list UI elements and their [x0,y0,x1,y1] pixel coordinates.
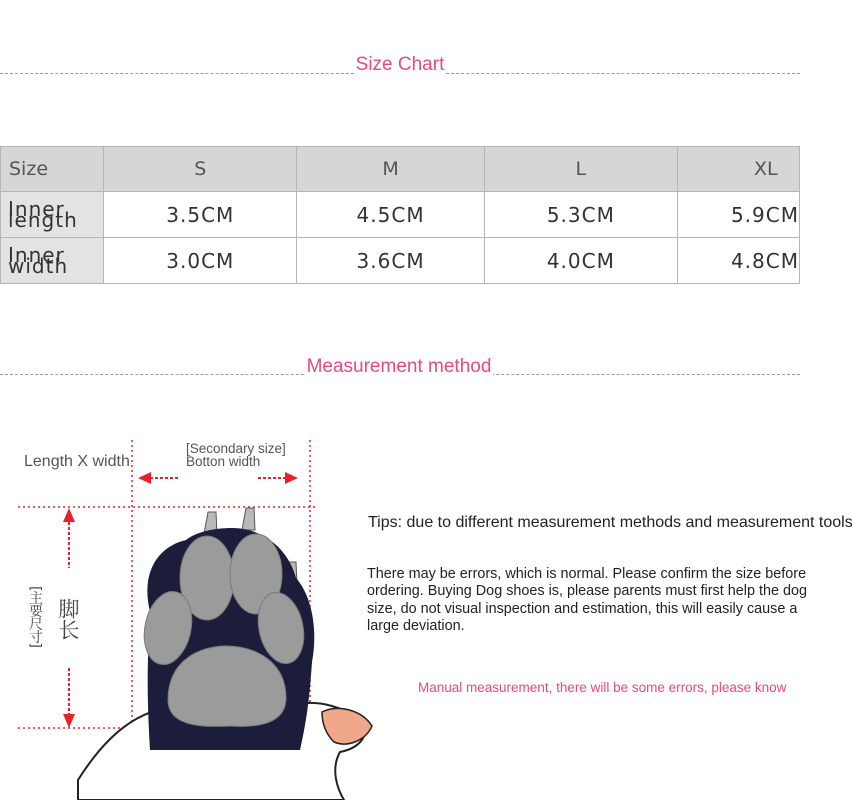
width-arrow [138,472,298,484]
table-row-inner-length [1,192,800,238]
foot-length-label: 脚长 [56,598,80,640]
table-row-inner-width [1,238,800,284]
row-label-inner-width: Inner width [1,238,104,284]
manual-measurement-note: Manual measurement, there will be some errors, please know [418,680,787,695]
length-x-width-label: Length X width [24,453,130,470]
cell-length-xl: 5.9CM [677,192,799,238]
header-l: L [484,147,677,192]
cell-width-xl: 4.8CM [677,238,799,284]
size-table-header-row [1,147,800,192]
cell-width-l: 4.0CM [484,238,677,284]
main-size-label: [主要尺寸] [27,586,43,647]
header-s: S [104,147,297,192]
measurement-title: Measurement method [306,356,492,377]
instruction-paragraph: There may be errors, which is normal. Please confirm the size before ordering. Buying Dog shoes is, please parents must first help the dog size, do not visual inspection and estimation, this will easily cause a large deviation. [367,566,807,634]
cell-width-s: 3.0CM [104,238,297,284]
row-label-inner-length: Inner length [1,192,104,238]
size-table [0,146,800,284]
secondary-size-label: [Secondary size] Botton width [186,441,286,469]
tips-text: Tips: due to different measurement methods and measurement tools [368,514,853,531]
header-size: Size [1,147,104,192]
cell-width-m: 3.6CM [297,238,484,284]
header-xl: XL [677,147,799,192]
header-m: M [297,147,484,192]
cell-length-m: 4.5CM [297,192,484,238]
cell-length-s: 3.5CM [104,192,297,238]
size-chart-title: Size Chart [355,54,445,75]
cell-length-l: 5.3CM [484,192,677,238]
